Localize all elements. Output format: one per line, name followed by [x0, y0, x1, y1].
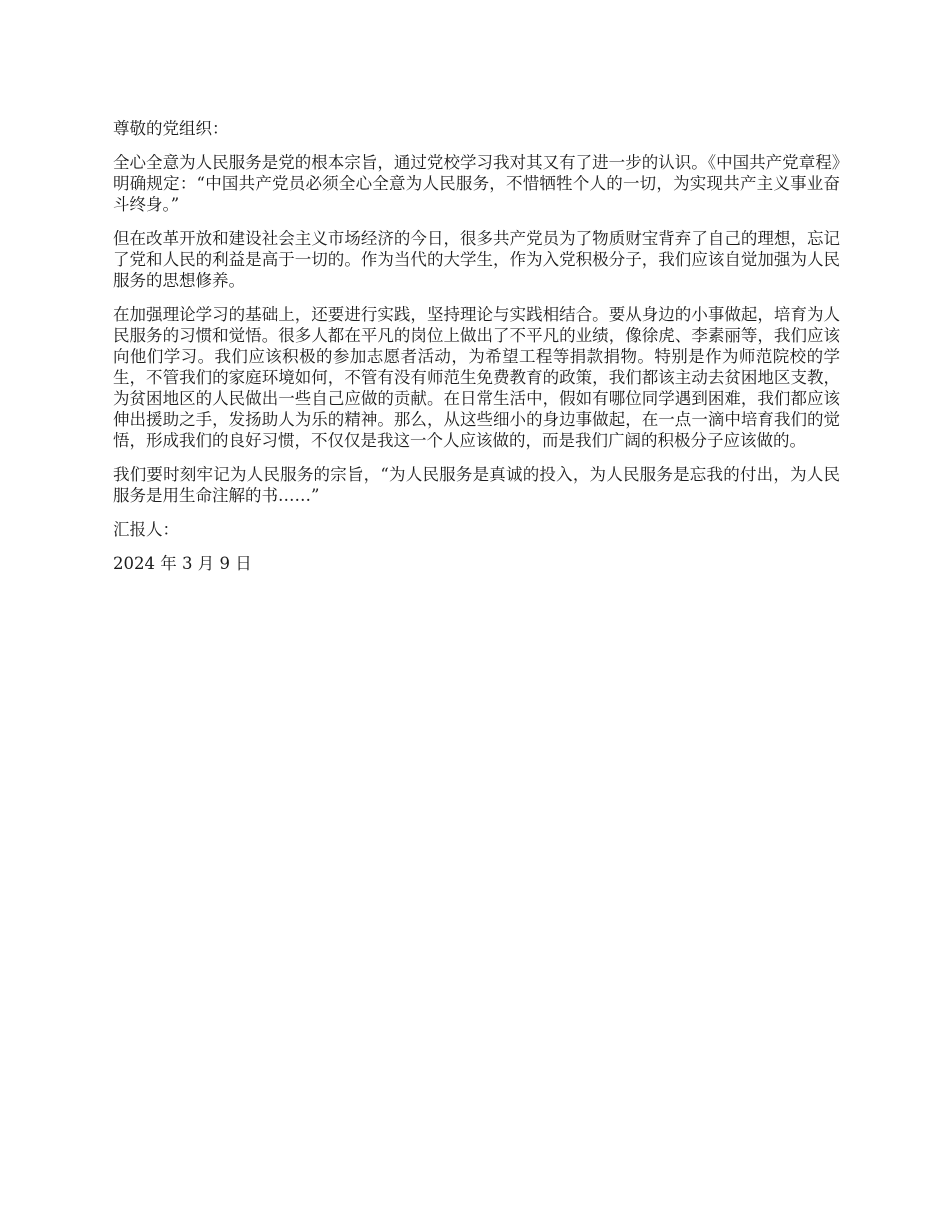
report-date: 2024 年 3 月 9 日: [113, 554, 252, 573]
paragraph-1: 全心全意为人民服务是党的根本宗旨，通过党校学习我对其又有了进一步的认识。《中国共产党章程》明确规定：“中国共产党员必须全心全意为人民服务，不惜牺牲个人的一切，为实现共产主义事业奋斗终身。”: [113, 153, 840, 214]
paragraph-2: 但在改革开放和建设社会主义市场经济的今日，很多共产党员为了物质财宝背弃了自己的理想，忘记了党和人民的利益是高于一切的。作为当代的大学生，作为入党积极分子，我们应该自觉加强为人民服务的思想修养。: [113, 229, 840, 290]
reporter-label: 汇报人：: [113, 520, 179, 539]
paragraph-4: 我们要时刻牢记为人民服务的宗旨，“为人民服务是真诚的投入，为人民服务是忘我的付出，为人民服务是用生命注解的书……”: [113, 465, 840, 505]
paragraph-3: 在加强理论学习的基础上，还要进行实践，坚持理论与实践相结合。要从身边的小事做起，培育为人民服务的习惯和觉悟。很多人都在平凡的岗位上做出了不平凡的业绩，像徐虎、李素丽等，我们应该向他们学习。我们应该积极的参加志愿者活动，为希望工程等捐款捐物。特别是作为师范院校的学生，不管我们的家庭环境如何，不管有没有师范生免费教育的政策，我们都该主动去贫困地区支教，为贫困地区的人民做出一些自己应做的贡献。在日常生活中，假如有哪位同学遇到困难，我们都应该伸出援助之手，发扬助人为乐的精神。那么，从这些细小的身边事做起，在一点一滴中培育我们的觉悟，形成我们的良好习惯，不仅仅是我这一个人应该做的，而是我们广阔的积极分子应该做的。: [113, 305, 840, 450]
document-page: [113, 118, 840, 587]
salutation: 尊敬的党组织：: [113, 119, 229, 138]
